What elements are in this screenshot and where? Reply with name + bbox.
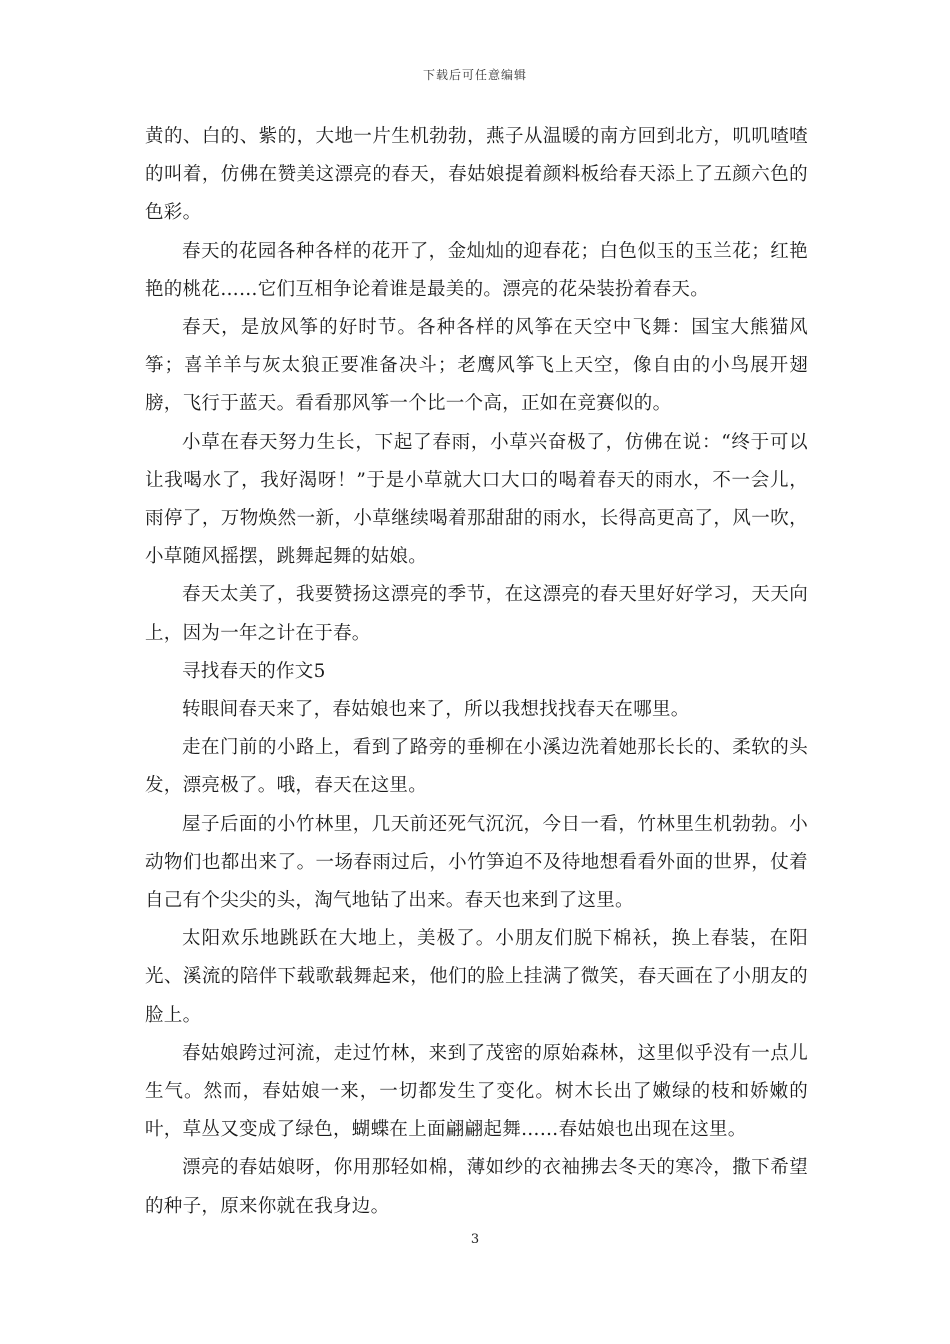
paragraph-3: 春天，是放风筝的好时节。各种各样的风筝在天空中飞舞：国宝大熊猫风筝；喜羊羊与灰太狼正要准备决斗；老鹰风筝飞上天空，像自由的小鸟展开翅膀，飞行于蓝天。看看那风筝一个比一个高，正如在竞赛似的。	[145, 317, 808, 415]
document-body	[145, 118, 808, 1226]
section-heading: 寻找春天的作文5	[182, 660, 326, 682]
paragraph-8: 走在门前的小路上，看到了路旁的垂柳在小溪边洗着她那长长的、柔软的头发，漂亮极了。哦，春天在这里。	[145, 737, 808, 797]
paragraph-5: 春天太美了，我要赞扬这漂亮的季节，在这漂亮的春天里好好学习，天天向上，因为一年之计在于春。	[145, 584, 808, 644]
paragraph-10: 太阳欢乐地跳跃在大地上，美极了。小朋友们脱下棉袄，换上春装，在阳光、溪流的陪伴下载歌载舞起来，他们的脸上挂满了微笑，春天画在了小朋友的脸上。	[145, 928, 808, 1026]
paragraph-1: 黄的、白的、紫的，大地一片生机勃勃，燕子从温暖的南方回到北方，叽叽喳喳的叫着，仿佛在赞美这漂亮的春天，春姑娘提着颜料板给春天添上了五颜六色的色彩。	[145, 126, 808, 224]
paragraph-2: 春天的花园各种各样的花开了，金灿灿的迎春花；白色似玉的玉兰花；红艳艳的桃花……它们互相争论着谁是最美的。漂亮的花朵装扮着春天。	[145, 240, 808, 300]
paragraph-11: 春姑娘跨过河流，走过竹林，来到了茂密的原始森林，这里似乎没有一点儿生气。然而，春姑娘一来，一切都发生了变化。树木长出了嫩绿的枝和娇嫩的叶，草丛又变成了绿色，蝴蝶在上面翩翩起舞……春姑娘也出现在这里。	[145, 1042, 808, 1141]
paragraph-12: 漂亮的春姑娘呀，你用那轻如棉，薄如纱的衣袖拂去冬天的寒冷，撒下希望的种子，原来你就在我身边。	[145, 1157, 808, 1217]
page-number: 3	[470, 1232, 480, 1247]
page-header: 下载后可任意编辑	[422, 68, 527, 82]
paragraph-7: 转眼间春天来了，春姑娘也来了，所以我想找找春天在哪里。	[182, 699, 690, 721]
paragraph-9: 屋子后面的小竹林里，几天前还死气沉沉，今日一看，竹林里生机勃勃。小动物们也都出来了。一场春雨过后，小竹笋迫不及待地想看看外面的世界，仗着自己有个尖尖的头，淘气地钻了出来。春天也来到了这里。	[145, 813, 808, 912]
paragraph-4: 小草在春天努力生长，下起了春雨，小草兴奋极了，仿佛在说：“终于可以让我喝水了，我好渴呀！”于是小草就大口大口的喝着春天的雨水，不一会儿，雨停了，万物焕然一新，小草继续喝着那甜甜的雨水，长得高更高了，风一吹，小草随风摇摆，跳舞起舞的姑娘。	[145, 431, 808, 568]
